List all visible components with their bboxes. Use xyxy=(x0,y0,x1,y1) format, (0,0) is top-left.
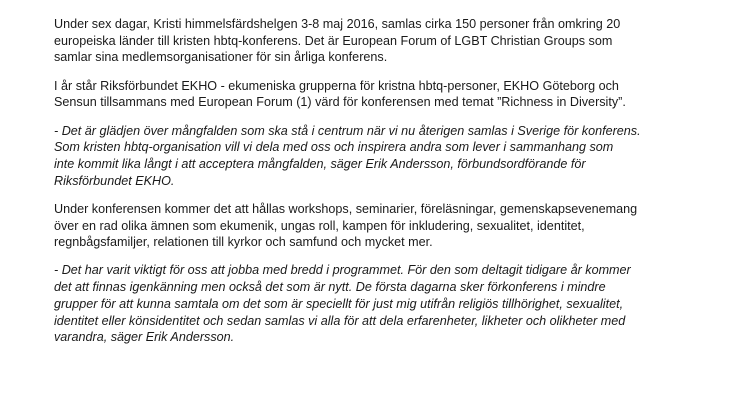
text-line: över en rad olika ämnen som ekumenik, ungas roll, kampen för inkludering, sexualitet, identitet, xyxy=(54,218,585,233)
text-line: - Det har varit viktigt för oss att jobba med bredd i programmet. För den som deltagit tidigare år kommer xyxy=(54,263,631,278)
text-line: identitet eller könsidentitet och sedan samlas vi alla för att dela erfarenheter, likheter och olikheter med xyxy=(54,313,626,328)
text-line: samlar sina medlemsorganisationer för sin årliga konferens. xyxy=(54,50,388,65)
paragraph-quote-2 xyxy=(54,262,734,346)
document-body xyxy=(54,16,734,357)
text-line: det att finnas igenkänning men också det som är nytt. De första dagarna sker förkonferens i mindre xyxy=(54,280,606,295)
text-line: europeiska länder till kristen hbtq-konferens. Det är European Forum of LGBT Christian Groups som xyxy=(54,33,613,48)
text-line: Sensun tillsammans med European Forum (1) värd för konferensen med temat ”Richness in Diversity”. xyxy=(54,95,626,110)
text-line: regnbågsfamiljer, relationen till kyrkor och samfund och mycket mer. xyxy=(54,235,433,250)
text-line: - Det är glädjen över mångfalden som ska stå i centrum när vi nu återigen samlas i Sverige för konferens. xyxy=(54,123,641,138)
paragraph-program xyxy=(54,201,734,251)
text-line: I år står Riksförbundet EKHO - ekumeniska grupperna för kristna hbtq-personer, EKHO Göteborg och xyxy=(54,78,619,93)
text-line: Riksförbundet EKHO. xyxy=(54,173,175,188)
paragraph-quote-1 xyxy=(54,123,734,190)
text-line: Under sex dagar, Kristi himmelsfärdshelgen 3-8 maj 2016, samlas cirka 150 personer från omkring 20 xyxy=(54,17,621,31)
paragraph-intro xyxy=(54,16,734,66)
text-line: varandra, säger Erik Andersson. xyxy=(54,330,235,345)
text-line: Under konferensen kommer det att hållas workshops, seminarier, föreläsningar, gemenskapsevenemang xyxy=(54,201,638,216)
paragraph-hosts xyxy=(54,78,734,111)
text-line: grupper för att kunna samtala om det som är speciellt för just mig utifrån religiös tillhörighet, sexualitet, xyxy=(54,296,624,311)
text-line: Som kristen hbtq-organisation vill vi dela med oss och inspirera andra som lever i sammanhang som xyxy=(54,140,614,155)
text-line: inte kommit lika långt i att acceptera mångfalden, säger Erik Andersson, förbundsordförande för xyxy=(54,156,586,171)
